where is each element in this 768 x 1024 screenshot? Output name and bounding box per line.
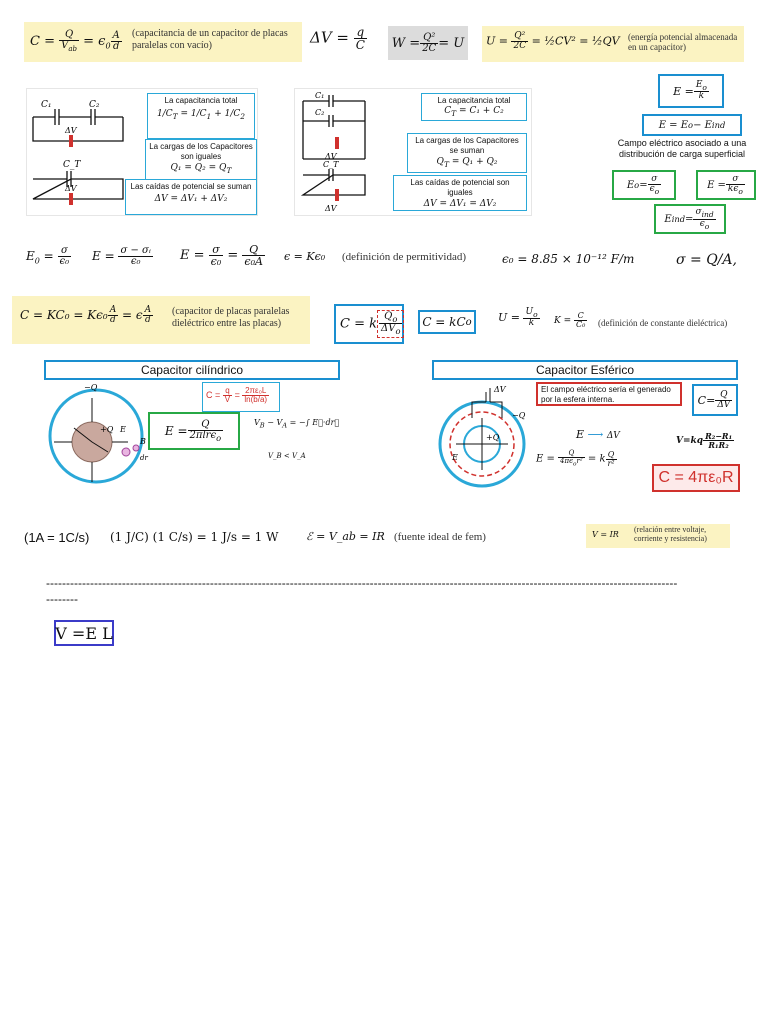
ohms-law-note: (relación entre voltaje, corriente y resistencia) <box>634 525 707 544</box>
series-c1-label: C₁ <box>41 100 52 110</box>
series-charges-box <box>145 139 257 181</box>
ampere-definition: (1A = 1C/s) <box>24 530 90 545</box>
sphere-c-q-dv-box: C= $\frac{Q}{\Delta V}$ <box>692 384 738 416</box>
energy-note: (energía potencial almacenada en un capacitor) <box>628 32 738 53</box>
permittivity-note: (definición de permitividad) <box>342 251 467 263</box>
cylinder-vb-va: V_B < V_A <box>268 452 306 460</box>
e0-sigma-formula: $E_0$ = $\frac{\sigma}{\text{ϵ₀}}$ <box>26 245 70 267</box>
series-charges-label: La cargas de los Capacitores son iguales <box>149 142 253 161</box>
surface-charge-field-panel <box>606 68 758 234</box>
cylinder-capacitance-box <box>202 382 280 412</box>
cyl-b-label: B <box>140 437 146 446</box>
permittivity-formula: ϵ = Kϵ₀ <box>284 250 326 263</box>
parallel-dv-label-2: ΔV <box>325 204 337 213</box>
emf-formula: ℰ = V_ab = IR <box>306 530 385 543</box>
series-c2-label: C₂ <box>89 100 100 110</box>
parallel-charges-label: La cargas de los Capacitores se suman <box>415 136 519 155</box>
series-total-formula: $1/C_T = 1/C_1 + 1/C_2$ <box>156 108 246 121</box>
series-ct-label: C_T <box>63 160 81 170</box>
sphere-e-dv-arrow: E ⟶ ΔV <box>576 428 620 441</box>
series-dv-label-2: ΔV <box>65 184 77 193</box>
sphere-field-formula: E = $\frac{Q}{4\pi\epsilon_or^2}$ = k $\frac{Q}{\text{r²}}$ <box>536 449 615 468</box>
sphere-diagram <box>432 378 532 492</box>
cyl-dr-label: dr <box>140 454 148 462</box>
sphere-title: Capacitor Esférico <box>432 360 738 380</box>
spherical-capacitor-panel <box>432 360 738 492</box>
separator-line: -------------------------------------------------------------------------------------------------------------------------------------------------------------- <box>46 576 678 590</box>
parallel-total-formula: $C_T = C_1 + C_2$ <box>444 105 504 118</box>
parallel-potential-box <box>393 175 527 211</box>
e-q-formula: E = $\frac{\sigma}{\text{ϵ₀}}$ = $\frac{Q}{\text{ϵ₀A}}$ <box>180 243 263 268</box>
cylinder-capacitance-formula: C = $\frac{q}{V}$ = $\frac{\text{2πε₀L}}{\ln(b/a)}$ <box>206 386 268 404</box>
parallel-total-label: La capacitancia total <box>437 96 511 105</box>
series-dv-label: ΔV <box>65 126 77 135</box>
sphere-mq-label: −Q <box>512 411 526 420</box>
field-ind-box: E ind = $\frac{\sigma_{ind}}{\epsilon_o}$ <box>654 204 726 234</box>
c-k-q-dv-box <box>334 304 404 344</box>
series-potential-label: Las caídas de potencial se suman <box>130 182 252 191</box>
sphere-dv-label: ΔV <box>494 385 506 394</box>
e-sigma-minus-formula: E = $\frac{\text{σ − σᵢ}}{\text{ϵ₀}}$ <box>92 245 151 267</box>
dielectric-constant-note: (definición de constante dieléctrica) <box>598 318 728 328</box>
series-total-label: La capacitancia total <box>164 96 238 105</box>
parallel-potential-label: Las caídas de potencial son iguales <box>410 178 510 197</box>
dv-q-over-c-formula: ΔV = $\frac{q}{C}$ <box>310 25 365 52</box>
emf-note: (fuente ideal de fem) <box>394 531 486 543</box>
c-k-c0-box: C = kC o <box>418 310 476 334</box>
parallel-c1-label: C₁ <box>315 91 325 100</box>
capacitance-formula: C = $\frac{Q}{V_{ab}}$ = $\epsilon_0$ $\frac{A}{d}$ <box>30 29 120 53</box>
series-total-box <box>147 93 255 139</box>
parallel-c2-label: C₂ <box>315 108 325 117</box>
cyl-pq-label: +Q <box>100 425 114 434</box>
capacitance-vacuum-formula-box <box>24 22 302 62</box>
sphere-pq-label: +Q <box>486 433 500 442</box>
parallel-ct-label: C_T <box>323 160 339 169</box>
cyl-mq-label: −Q <box>84 383 98 392</box>
cylinder-field-box: E = $\frac{Q}{2\pi lr\epsilon_o}$ <box>148 412 240 450</box>
sphere-potential-formula: V=kq $\frac{\text{R₂−R₁}}{\text{R₁R₂}}$ <box>676 431 733 450</box>
parallel-capacitors-panel <box>294 88 532 216</box>
dielectric-formula: C = KC₀ = Kϵ₀ $\frac{A}{d}$ = ϵ $\frac{A}{d}$ <box>20 305 152 325</box>
capacitance-vacuum-note: (capacitancia de un capacitor de placas paralelas con vacío) <box>132 28 288 51</box>
field-sigma-k-e0-box: E = $\frac{\sigma}{k\epsilon_o}$ <box>696 170 756 200</box>
separator-line-2: -------- <box>46 592 78 606</box>
energy-potential-box <box>482 26 744 62</box>
parallel-charges-formula: $Q_T = Q_1 + Q_2$ <box>436 157 498 169</box>
parallel-charges-box <box>407 133 527 173</box>
dielectric-capacitor-box <box>12 296 310 344</box>
field-sigma-e0-box: E o = $\frac{\sigma}{\epsilon_o}$ <box>612 170 676 200</box>
sphere-note: El campo eléctrico sería el generado por la esfera interna. <box>536 382 682 406</box>
field-e0-over-k-box: E = $\frac{E_o}{k}$ <box>658 74 724 108</box>
series-potential-box <box>125 179 257 215</box>
parallel-potential-formula: ΔV = ΔV₁ = ΔV₂ <box>423 199 497 210</box>
cylindrical-capacitor-panel <box>44 360 340 492</box>
sigma-definition: σ = Q/A, <box>676 252 737 268</box>
cylinder-title: Capacitor cilíndrico <box>44 360 340 380</box>
voltage-field-length-formula: V =E L <box>54 620 114 646</box>
cylinder-integral-formula: $V_B - V_A$ = −∫ E⃗·dr⃗ <box>254 418 340 430</box>
field-e-ind-box: E = E o − E ind <box>642 114 742 136</box>
epsilon-value: ϵ₀ = 8.85 × 10⁻¹² F/m <box>502 252 635 266</box>
cyl-e-label: E <box>120 425 126 434</box>
c-k-q-dv-formula: C = k $\frac{Q_o}{\Delta V_o}$ <box>340 310 404 338</box>
series-potential-formula: ΔV = ΔV₁ + ΔV₂ <box>154 193 228 204</box>
field-panel-title: Campo eléctrico asociado a una distribución de carga superficial <box>617 138 747 159</box>
parallel-total-box <box>421 93 527 121</box>
sphere-e-label: E <box>452 453 458 462</box>
series-capacitors-panel <box>26 88 258 216</box>
energy-w-formula-box: W = $\frac{\text{Q²}}{2C}$ = U <box>388 26 468 60</box>
series-charges-formula: $Q_1 = Q_2 = Q_T$ <box>170 163 232 175</box>
k-c-c0-formula: K = $\frac{C}{\text{C₀}}$ <box>554 311 586 329</box>
parallel-dv-label: ΔV <box>325 152 337 161</box>
dielectric-note: (capacitor de placas paralelas dieléctrico entre las placas) <box>172 306 290 329</box>
units-power-formula: (1 J/C) (1 C/s) = 1 J/s = 1 W <box>110 530 279 544</box>
ohms-law-box <box>586 524 730 548</box>
energy-u-formula: U = $\frac{\text{Q²}}{2C}$ = ½CV² = ½QV <box>486 31 620 51</box>
ohms-law-formula: V = IR <box>592 530 619 539</box>
u-over-k-formula: U = $\frac{U_o}{k}$ <box>498 307 538 329</box>
sphere-capacitance-formula: C = 4πε₀R <box>652 464 740 492</box>
